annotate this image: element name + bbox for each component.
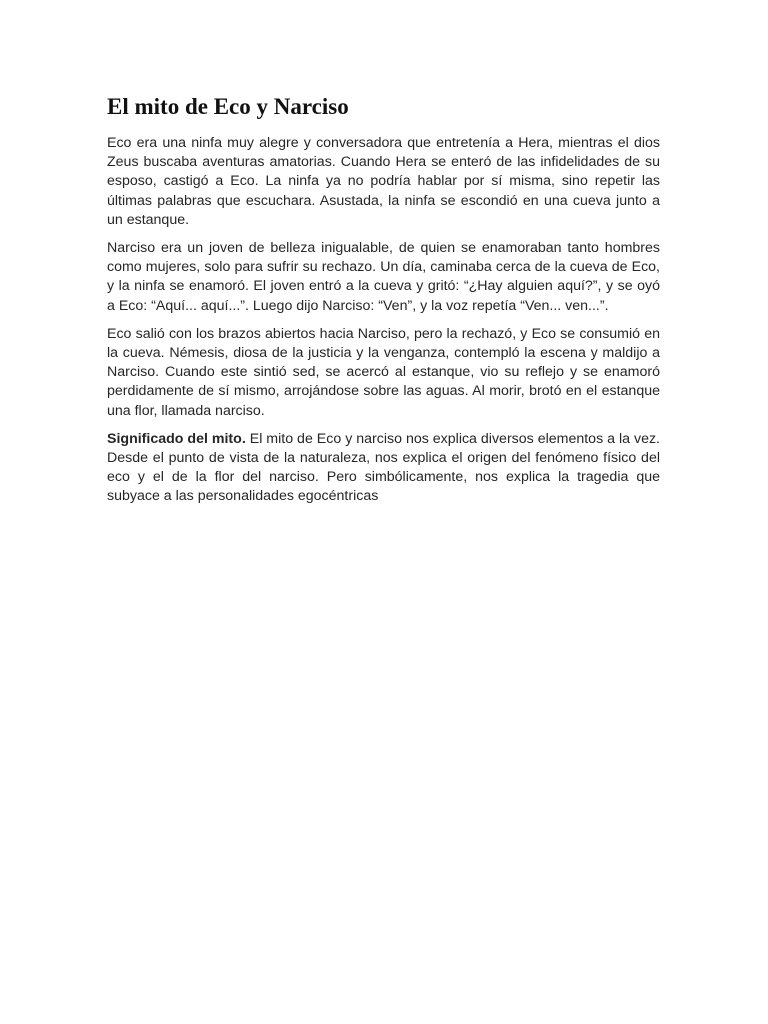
paragraph-significado <box>107 430 660 507</box>
significado-label: Significado del mito. <box>107 430 246 447</box>
document-page <box>107 92 660 516</box>
paragraph-narciso: Narciso era un joven de belleza inigualable, de quien se enamoraban tanto hombres como mujeres, solo para sufrir su rechazo. Un día, caminaba cerca de la cueva de Eco, y la ninfa se enamoró. El joven entró a la cueva y gritó: “¿Hay alguien aquí?”, y se oyó a Eco: “Aquí... aquí...”. Luego dijo Narciso: “Ven”, y la voz repetía “Ven... ven...”. <box>107 240 660 314</box>
paragraph-desenlace: Eco salió con los brazos abiertos hacia Narciso, pero la rechazó, y Eco se consumió en la cueva. Némesis, diosa de la justicia y la venganza, contempló la escena y maldijo a Narciso. Cuando este sintió sed, se acercó al estanque, vio su reflejo y se enamoró perdidamente de sí mismo, arrojándose sobre las aguas. Al morir, brotó en el estanque una flor, llamada narciso. <box>107 325 660 419</box>
document-title: El mito de Eco y Narciso <box>107 94 349 119</box>
paragraph-eco: Eco era una ninfa muy alegre y conversadora que entretenía a Hera, mientras el dios Zeus buscaba aventuras amatorias. Cuando Hera se enteró de las infidelidades de su esposo, castigó a Eco. La ninfa ya no podría hablar por sí misma, sino repetir las últimas palabras que escuchara. Asustada, la ninfa se escondió en una cueva junto a un estanque. <box>107 135 660 228</box>
significado-text: El mito de Eco y narciso nos explica diversos elementos a la vez. Desde el punto de vista de la naturaleza, nos explica el origen del fenómeno físico del eco y el de la flor del narciso. Pero simbólicamente, nos explica la tragedia que subyace a las personalidades egocéntricas <box>107 430 660 505</box>
